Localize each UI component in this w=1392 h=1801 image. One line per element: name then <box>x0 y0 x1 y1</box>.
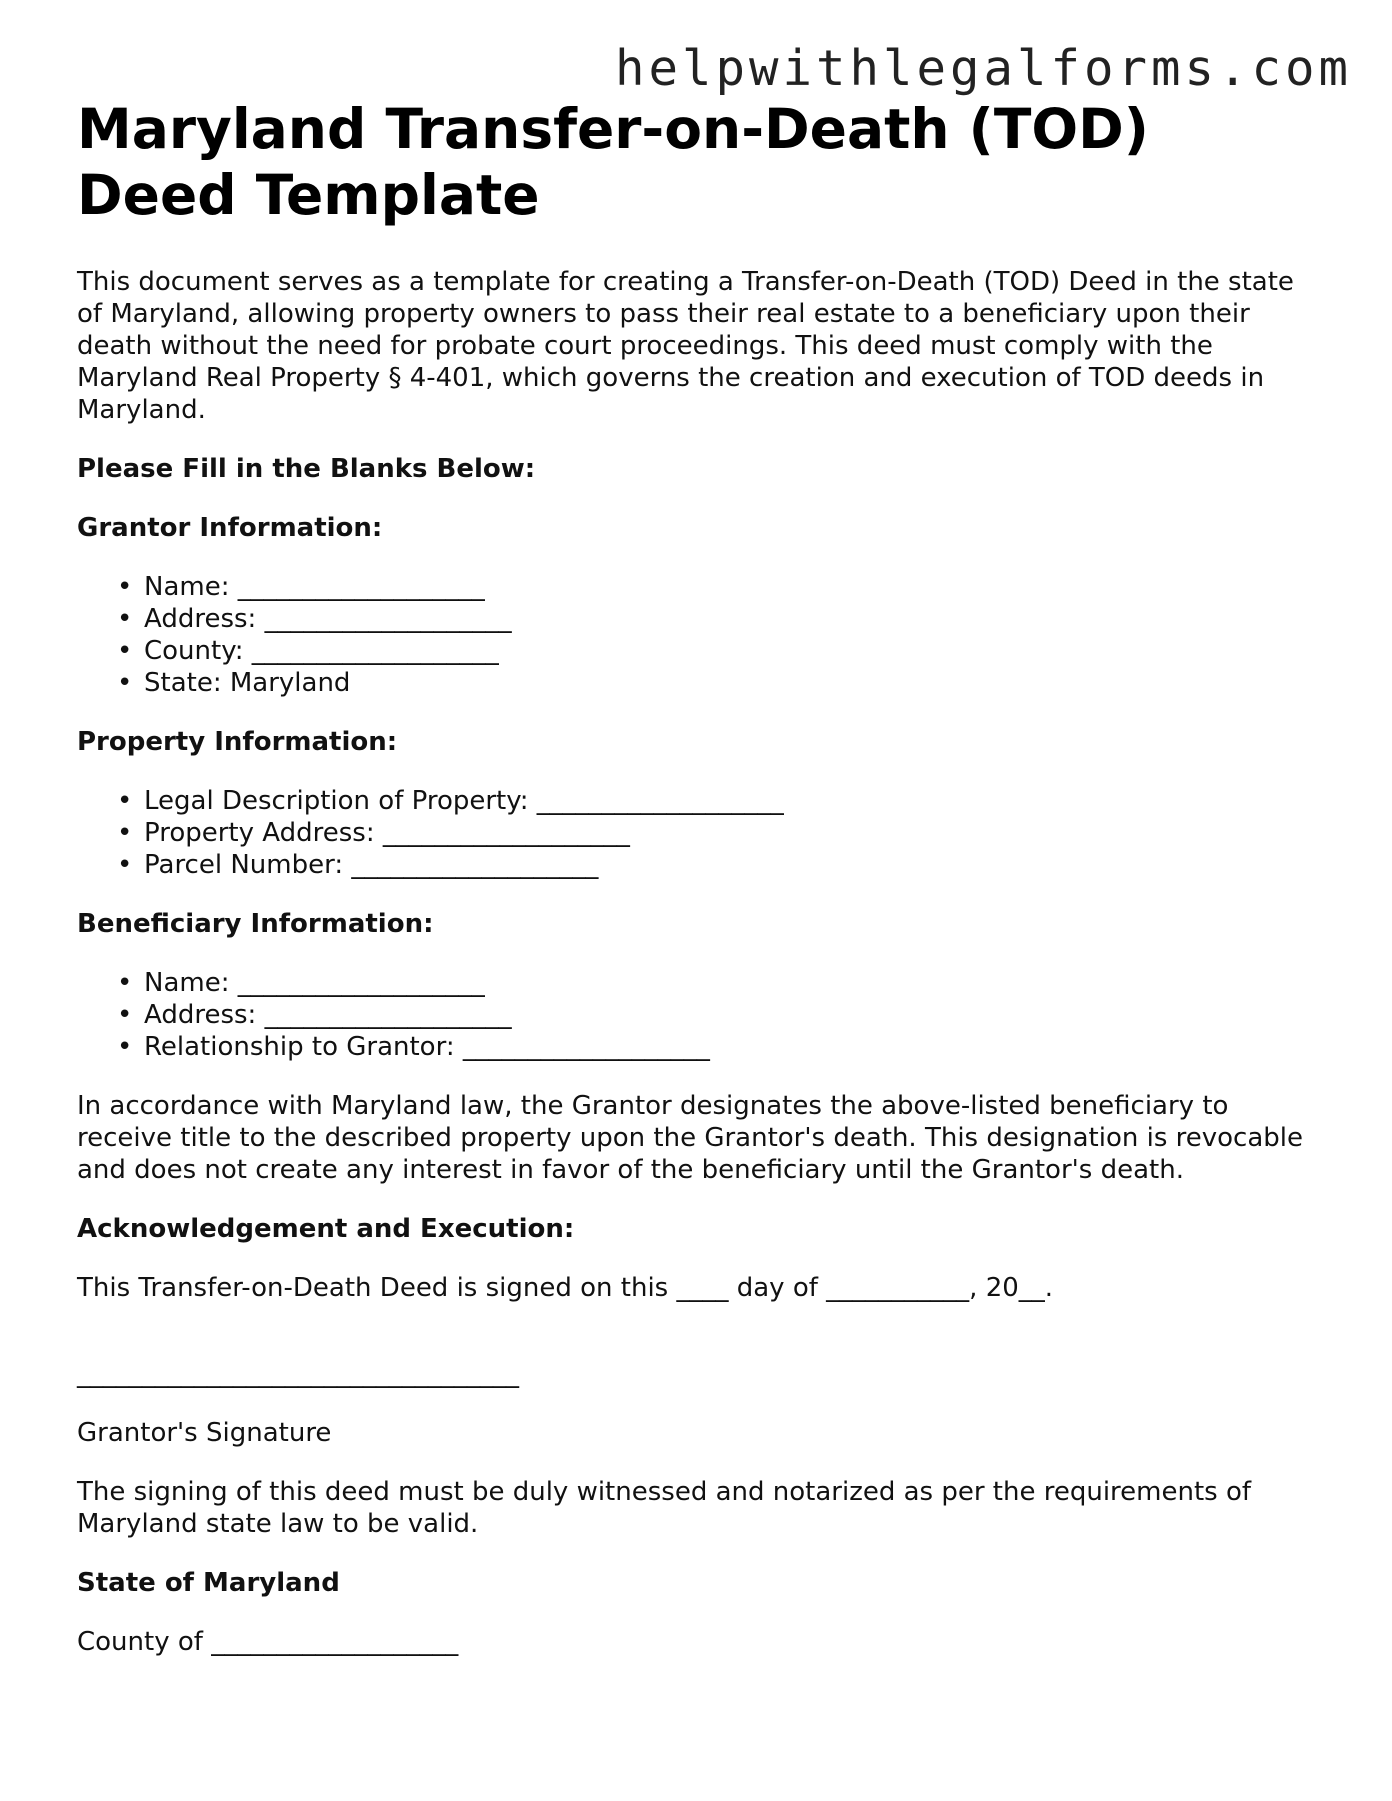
bullet-icon: • <box>117 968 133 998</box>
list-item <box>117 571 1327 603</box>
bullet-icon: • <box>117 1032 133 1062</box>
list-item <box>117 635 1327 667</box>
signed-date-line[interactable]: This Transfer-on-Death Deed is signed on this ____ day of ___________, 20__. <box>77 1273 1054 1303</box>
signature-blank[interactable]: __________________________________ <box>77 1359 519 1389</box>
list-item <box>117 667 1327 699</box>
grantor-name-field[interactable]: Name: ___________________ <box>144 572 485 602</box>
grantor-state-text: State: Maryland <box>144 668 351 698</box>
beneficiary-address-field[interactable]: Address: ___________________ <box>144 1000 512 1030</box>
grantor-county-field[interactable]: County: ___________________ <box>144 636 499 666</box>
beneficiary-name-field[interactable]: Name: ___________________ <box>144 968 485 998</box>
property-heading: Property Information: <box>77 727 398 757</box>
state-heading: State of Maryland <box>77 1568 340 1598</box>
designation-paragraph: In accordance with Maryland law, the Grantor designates the above-listed beneficiary to receive title to the described property upon the Grantor's death. This designation is revocable and does not create any interest in favor of the beneficiary until the Grantor's death. <box>77 1091 1303 1185</box>
legal-description-field[interactable]: Legal Description of Property: ___________________ <box>144 786 784 816</box>
intro-paragraph: This document serves as a template for creating a Transfer-on-Death (TOD) Deed in the state of Maryland, allowing property owners to pass their real estate to a beneficiary upon their death without the need for probate court proceedings. This deed must comply with the Maryland Real Property § 4-401, which governs the creation and execution of TOD deeds in Maryland. <box>77 267 1294 425</box>
bullet-icon: • <box>117 604 133 634</box>
bullet-icon: • <box>117 636 133 666</box>
bullet-icon: • <box>117 850 133 880</box>
list-item <box>117 967 1327 999</box>
property-list <box>77 785 1327 881</box>
list-item <box>117 785 1327 817</box>
grantor-list <box>77 571 1327 699</box>
beneficiary-heading: Beneficiary Information: <box>77 909 434 939</box>
grantor-address-field[interactable]: Address: ___________________ <box>144 604 512 634</box>
county-line[interactable]: County of ___________________ <box>77 1627 459 1657</box>
list-item <box>117 849 1327 881</box>
document-page <box>77 96 1327 1685</box>
bullet-icon: • <box>117 1000 133 1030</box>
list-item <box>117 603 1327 635</box>
list-item <box>117 999 1327 1031</box>
bullet-icon: • <box>117 818 133 848</box>
list-item <box>117 817 1327 849</box>
grantor-heading: Grantor Information: <box>77 513 383 543</box>
parcel-number-field[interactable]: Parcel Number: ___________________ <box>144 850 599 880</box>
signature-label: Grantor's Signature <box>77 1418 332 1448</box>
spacer <box>77 1331 1327 1358</box>
property-address-field[interactable]: Property Address: ___________________ <box>144 818 630 848</box>
witness-note: The signing of this deed must be duly witnessed and notarized as per the requirements of Maryland state law to be valid. <box>77 1477 1252 1539</box>
relationship-field[interactable]: Relationship to Grantor: ___________________ <box>144 1032 710 1062</box>
acknowledgement-heading: Acknowledgement and Execution: <box>77 1214 575 1244</box>
document-title: Maryland Transfer-on-Death (TOD) Deed Template <box>77 97 1149 227</box>
bullet-icon: • <box>117 668 133 698</box>
bullet-icon: • <box>117 786 133 816</box>
bullet-icon: • <box>117 572 133 602</box>
list-item <box>117 1031 1327 1063</box>
beneficiary-list <box>77 967 1327 1063</box>
fill-blanks-heading: Please Fill in the Blanks Below: <box>77 454 536 484</box>
site-watermark: helpwithlegalforms.com <box>614 40 1352 97</box>
